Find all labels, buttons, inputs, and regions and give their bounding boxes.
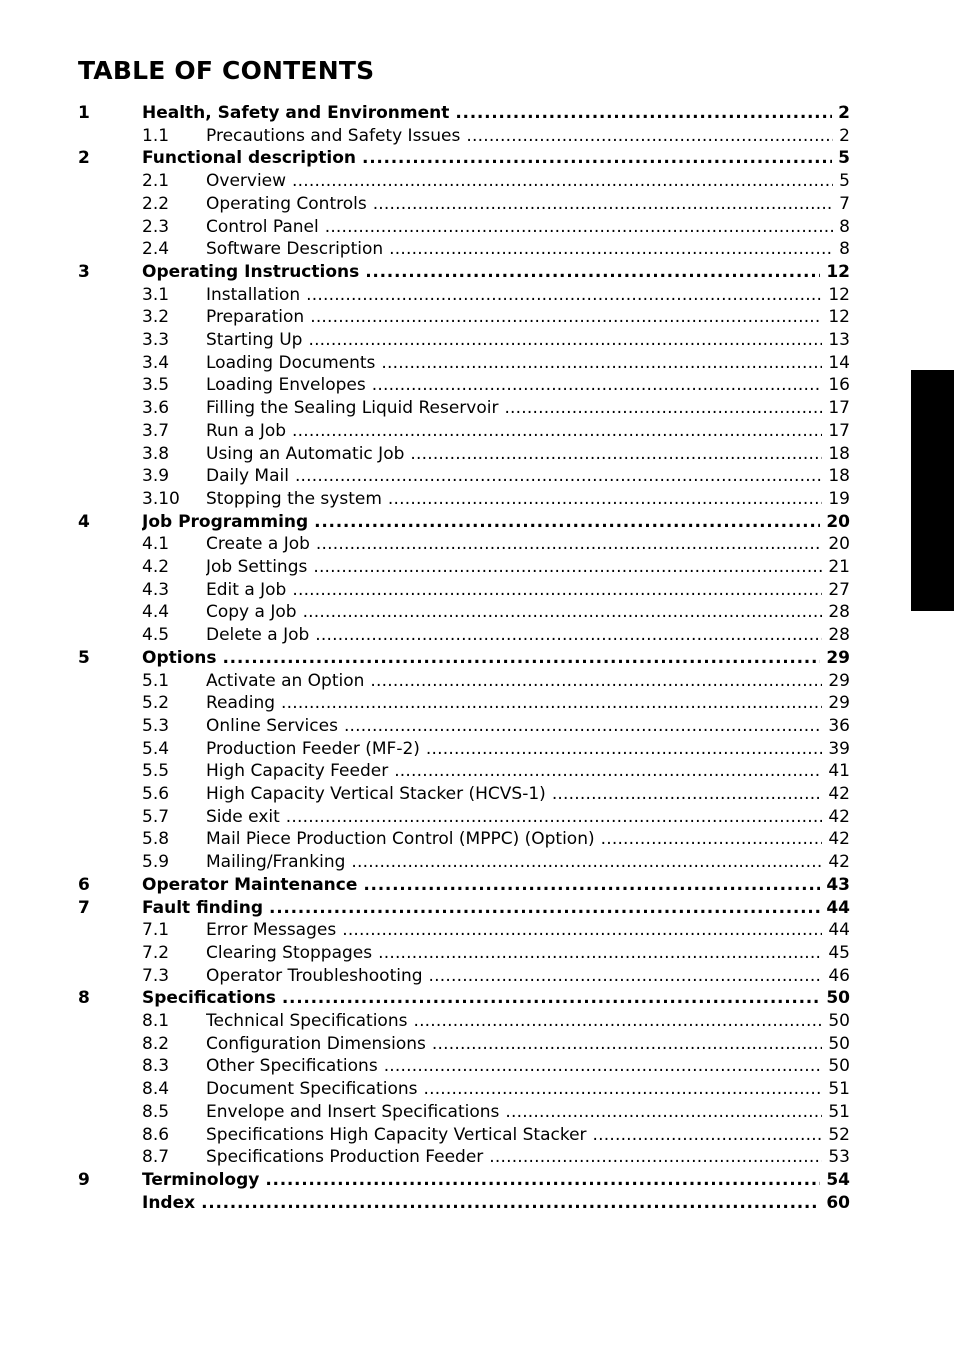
toc-entry-line bbox=[206, 919, 850, 941]
toc-dot-leader bbox=[505, 1101, 822, 1123]
toc-section-entry[interactable] bbox=[78, 828, 850, 850]
toc-entry-line bbox=[206, 579, 850, 601]
toc-dot-leader bbox=[388, 488, 822, 510]
toc-dot-leader bbox=[593, 1124, 823, 1146]
toc-dot-leader bbox=[295, 465, 822, 487]
toc-section-entry[interactable] bbox=[78, 1078, 850, 1100]
toc-entry-number: 7.2 bbox=[142, 942, 170, 963]
toc-entry-title: Filling the Sealing Liquid Reservoir bbox=[206, 398, 499, 419]
toc-entry-line bbox=[206, 783, 850, 805]
toc-entry-page: 12 bbox=[826, 261, 850, 282]
toc-entry-title: High Capacity Feeder bbox=[206, 761, 389, 782]
toc-chapter-entry[interactable] bbox=[78, 647, 850, 669]
toc-entry-line bbox=[206, 692, 850, 714]
toc-entry-number: 2 bbox=[78, 148, 90, 169]
toc-entry-line bbox=[142, 1192, 850, 1214]
toc-section-entry[interactable] bbox=[78, 670, 850, 692]
toc-chapter-entry[interactable] bbox=[78, 511, 850, 533]
toc-entry-number: 3.9 bbox=[142, 466, 170, 487]
toc-entry-page: 14 bbox=[828, 352, 850, 373]
toc-entry-number: 1 bbox=[78, 103, 90, 123]
toc-entry-title: Operator Maintenance bbox=[142, 874, 358, 895]
toc-dot-leader bbox=[423, 1078, 822, 1100]
toc-dot-leader bbox=[601, 828, 823, 850]
toc-entry-title: Fault finding bbox=[142, 897, 264, 918]
toc-chapter-entry[interactable] bbox=[78, 1169, 850, 1191]
toc-entry-line bbox=[206, 1146, 850, 1168]
toc-entry-number: 8.3 bbox=[142, 1056, 170, 1077]
toc-chapter-entry[interactable] bbox=[78, 1192, 850, 1214]
toc-chapter-entry[interactable] bbox=[78, 102, 850, 124]
toc-entry-title: Installation bbox=[206, 284, 301, 305]
toc-section-entry[interactable] bbox=[78, 420, 850, 442]
toc-entry-page: 5 bbox=[838, 148, 850, 169]
toc-entry-number: 7.3 bbox=[142, 965, 170, 986]
toc-section-entry[interactable] bbox=[78, 783, 850, 805]
toc-entry-page: 51 bbox=[828, 1101, 850, 1122]
toc-entry-title: Operator Troubleshooting bbox=[206, 965, 423, 986]
toc-section-entry[interactable] bbox=[78, 579, 850, 601]
toc-dot-leader bbox=[413, 1010, 822, 1032]
toc-dot-leader bbox=[281, 692, 822, 714]
toc-entry-number: 3.10 bbox=[142, 488, 180, 509]
toc-entry-number: 5.1 bbox=[142, 670, 170, 691]
toc-chapter-entry[interactable] bbox=[78, 897, 850, 919]
toc-entry-page: 44 bbox=[828, 920, 850, 941]
toc-dot-leader bbox=[344, 715, 822, 737]
toc-entry-line bbox=[206, 238, 850, 260]
toc-entry-line bbox=[206, 329, 850, 351]
toc-entry-line bbox=[206, 828, 850, 850]
toc-entry-page: 44 bbox=[826, 897, 850, 918]
toc-entry-number: 8.7 bbox=[142, 1147, 170, 1168]
toc-entry-number: 5.2 bbox=[142, 693, 170, 714]
toc-entry-number: 4.3 bbox=[142, 579, 170, 600]
toc-entry-number: 5.9 bbox=[142, 852, 170, 873]
toc-entry-line bbox=[206, 1055, 850, 1077]
toc-entry-title: Document Specifications bbox=[206, 1079, 418, 1100]
toc-dot-leader bbox=[310, 306, 822, 328]
toc-section-entry[interactable] bbox=[78, 238, 850, 260]
toc-entry-number: 8.5 bbox=[142, 1101, 170, 1122]
toc-entry-page: 19 bbox=[828, 488, 850, 509]
toc-dot-leader bbox=[489, 1146, 822, 1168]
toc-entry-number: 3.7 bbox=[142, 420, 170, 441]
toc-dot-leader bbox=[372, 374, 823, 396]
toc-entry-title: Copy a Job bbox=[206, 602, 297, 623]
toc-dot-leader bbox=[504, 397, 822, 419]
toc-entry-title: Specifications bbox=[142, 988, 276, 1009]
toc-dot-leader bbox=[362, 147, 832, 169]
toc-dot-leader bbox=[282, 987, 820, 1009]
toc-section-entry[interactable] bbox=[78, 216, 850, 238]
toc-entry-line bbox=[142, 147, 850, 169]
toc-dot-leader bbox=[342, 919, 822, 941]
toc-entry-page: 42 bbox=[828, 806, 850, 827]
toc-entry-number: 4.5 bbox=[142, 625, 170, 646]
toc-entry-title: Health, Safety and Environment bbox=[142, 103, 450, 123]
toc-entry-line bbox=[142, 102, 850, 124]
toc-section-entry[interactable] bbox=[78, 125, 850, 147]
toc-entry-line bbox=[206, 556, 850, 578]
toc-entry-number: 2.1 bbox=[142, 171, 170, 192]
toc-dot-leader bbox=[306, 284, 822, 306]
toc-entry-page: 21 bbox=[828, 557, 850, 577]
toc-entry-number: 3.8 bbox=[142, 443, 170, 464]
toc-chapter-entry[interactable] bbox=[78, 261, 850, 283]
toc-entry-number: 5.6 bbox=[142, 784, 170, 804]
toc-entry-line bbox=[206, 738, 850, 760]
toc-dot-leader bbox=[363, 874, 820, 896]
toc-section-entry[interactable] bbox=[78, 1124, 850, 1146]
toc-section-entry[interactable] bbox=[78, 488, 850, 510]
toc-entry-line bbox=[206, 284, 850, 306]
toc-entry-page: 50 bbox=[828, 1056, 850, 1077]
toc-entry-line bbox=[206, 216, 850, 238]
toc-section-entry[interactable] bbox=[78, 465, 850, 487]
toc-section-entry[interactable] bbox=[78, 715, 850, 737]
toc-entry-line bbox=[206, 760, 850, 782]
toc-entry-page: 5 bbox=[839, 171, 850, 192]
toc-entry-title: Online Services bbox=[206, 715, 338, 736]
toc-entry-page: 12 bbox=[828, 307, 850, 328]
toc-entry-page: 53 bbox=[828, 1147, 850, 1168]
toc-entry-title: Mailing/Franking bbox=[206, 852, 346, 873]
toc-entry-page: 36 bbox=[828, 715, 850, 736]
toc-entry-title: Clearing Stoppages bbox=[206, 942, 373, 963]
toc-entry-line bbox=[142, 647, 850, 669]
toc-dot-leader bbox=[552, 783, 823, 805]
toc-entry-page: 42 bbox=[828, 829, 850, 850]
toc-entry-line bbox=[206, 443, 850, 465]
toc-entry-page: 17 bbox=[828, 398, 850, 419]
toc-dot-leader bbox=[410, 443, 822, 465]
toc-entry-number: 4.2 bbox=[142, 557, 170, 577]
section-tab-marker bbox=[911, 370, 954, 611]
toc-entry-line bbox=[206, 1010, 850, 1032]
toc-entry-page: 51 bbox=[828, 1079, 850, 1100]
toc-entry-page: 50 bbox=[828, 1011, 850, 1031]
toc-entry-number: 3 bbox=[78, 261, 90, 282]
toc-entry-title: Operating Controls bbox=[206, 193, 367, 214]
toc-entry-page: 7 bbox=[839, 193, 850, 214]
toc-entry-page: 39 bbox=[828, 738, 850, 759]
toc-entry-number: 3.2 bbox=[142, 307, 170, 328]
toc-entry-line bbox=[206, 170, 850, 192]
toc-entry-title: Terminology bbox=[142, 1169, 260, 1190]
toc-entry-title: Delete a Job bbox=[206, 625, 310, 646]
toc-entry-title: Starting Up bbox=[206, 330, 303, 350]
toc-dot-leader bbox=[222, 647, 820, 669]
toc-entry-page: 29 bbox=[828, 693, 850, 714]
toc-chapter-entry[interactable] bbox=[78, 874, 850, 896]
toc-dot-leader bbox=[308, 329, 822, 351]
toc-section-entry[interactable] bbox=[78, 738, 850, 760]
toc-entry-line bbox=[142, 897, 850, 919]
toc-entry-page: 2 bbox=[839, 125, 850, 146]
toc-entry-title: Specifications Production Feeder bbox=[206, 1147, 484, 1168]
toc-entry-line bbox=[206, 942, 850, 964]
toc-entry-title: Control Panel bbox=[206, 216, 319, 237]
toc-entry-title: Functional description bbox=[142, 148, 357, 169]
toc-entry-page: 2 bbox=[838, 103, 850, 123]
toc-dot-leader bbox=[292, 170, 833, 192]
toc-entry-page: 28 bbox=[828, 602, 850, 623]
toc-entry-line bbox=[142, 511, 850, 533]
toc-entry-title: Activate an Option bbox=[206, 670, 365, 691]
toc-dot-leader bbox=[370, 670, 822, 692]
toc-entry-number: 7 bbox=[78, 897, 90, 918]
toc-entry-line bbox=[206, 806, 850, 828]
toc-entry-number: 9 bbox=[78, 1169, 90, 1190]
toc-entry-number: 2.2 bbox=[142, 193, 170, 214]
toc-entry-line bbox=[206, 1101, 850, 1123]
toc-dot-leader bbox=[389, 238, 833, 260]
toc-section-entry[interactable] bbox=[78, 170, 850, 192]
toc-section-entry[interactable] bbox=[78, 851, 850, 873]
toc-section-entry[interactable] bbox=[78, 1146, 850, 1168]
toc-entry-title: Side exit bbox=[206, 806, 280, 827]
toc-section-entry[interactable] bbox=[78, 284, 850, 306]
toc-entry-line bbox=[206, 624, 850, 646]
toc-entry-title: Job Programming bbox=[142, 511, 309, 532]
toc-entry-page: 8 bbox=[839, 239, 850, 260]
toc-entry-number: 5.7 bbox=[142, 806, 170, 827]
toc-section-entry[interactable] bbox=[78, 692, 850, 714]
toc-dot-leader bbox=[426, 738, 822, 760]
toc-section-entry[interactable] bbox=[78, 329, 850, 351]
toc-entry-page: 20 bbox=[826, 511, 850, 532]
toc-entry-number: 4.1 bbox=[142, 534, 170, 555]
toc-dot-leader bbox=[394, 760, 822, 782]
toc-entry-line bbox=[142, 1169, 850, 1191]
toc-entry-line bbox=[206, 193, 850, 215]
toc-entry-page: 43 bbox=[826, 874, 850, 895]
toc-dot-leader bbox=[351, 851, 822, 873]
toc-dot-leader bbox=[315, 624, 822, 646]
toc-entry-number: 8 bbox=[78, 988, 90, 1009]
toc-section-entry[interactable] bbox=[78, 624, 850, 646]
toc-entry-page: 29 bbox=[826, 647, 850, 668]
toc-dot-leader bbox=[378, 942, 822, 964]
toc-entry-title: Mail Piece Production Control (MPPC) (Option) bbox=[206, 829, 595, 850]
toc-entry-page: 42 bbox=[828, 852, 850, 873]
toc-entry-line bbox=[142, 874, 850, 896]
toc-entry-number: 2.3 bbox=[142, 216, 170, 237]
toc-dot-leader bbox=[313, 556, 822, 578]
toc-entry-line bbox=[142, 987, 850, 1009]
toc-dot-leader bbox=[381, 352, 822, 374]
toc-section-entry[interactable] bbox=[78, 942, 850, 964]
toc-entry-title: Envelope and Insert Specifications bbox=[206, 1101, 500, 1122]
toc-dot-leader bbox=[269, 897, 820, 919]
toc-entry-number: 3.1 bbox=[142, 284, 170, 305]
toc-dot-leader bbox=[316, 533, 822, 555]
toc-section-entry[interactable] bbox=[78, 352, 850, 374]
toc-section-entry[interactable] bbox=[78, 1033, 850, 1055]
toc-dot-leader bbox=[429, 965, 823, 987]
toc-entry-page: 13 bbox=[828, 330, 850, 350]
toc-section-entry[interactable] bbox=[78, 965, 850, 987]
toc-section-entry[interactable] bbox=[78, 1010, 850, 1032]
toc-entry-title: Production Feeder (MF-2) bbox=[206, 738, 420, 759]
toc-entry-page: 60 bbox=[826, 1192, 850, 1213]
toc-entry-line bbox=[206, 306, 850, 328]
toc-entry-number: 3.5 bbox=[142, 375, 170, 396]
toc-entry-title: Reading bbox=[206, 693, 276, 714]
toc-entry-line bbox=[206, 420, 850, 442]
toc-entry-title: Specifications High Capacity Vertical Stacker bbox=[206, 1124, 587, 1145]
toc-section-entry[interactable] bbox=[78, 1055, 850, 1077]
toc-entry-number: 4 bbox=[78, 511, 90, 532]
toc-entry-number: 4.4 bbox=[142, 602, 170, 623]
toc-entry-number: 5.5 bbox=[142, 761, 170, 782]
toc-entry-page: 20 bbox=[828, 534, 850, 555]
toc-section-entry[interactable] bbox=[78, 1101, 850, 1123]
toc-section-entry[interactable] bbox=[78, 193, 850, 215]
toc-dot-leader bbox=[265, 1169, 820, 1191]
toc-dot-leader bbox=[325, 216, 833, 238]
toc-entry-title: Using an Automatic Job bbox=[206, 443, 405, 464]
toc-entry-page: 46 bbox=[828, 965, 850, 986]
toc-entry-title: Job Settings bbox=[206, 557, 308, 577]
toc-entry-line bbox=[206, 715, 850, 737]
toc-entry-page: 50 bbox=[828, 1033, 850, 1054]
toc-entry-page: 28 bbox=[828, 625, 850, 646]
toc-entry-line bbox=[206, 1033, 850, 1055]
toc-entry-line bbox=[206, 465, 850, 487]
toc-entry-line bbox=[206, 374, 850, 396]
toc-section-entry[interactable] bbox=[78, 919, 850, 941]
toc-entry-page: 17 bbox=[828, 420, 850, 441]
toc-chapter-entry[interactable] bbox=[78, 987, 850, 1009]
toc-entry-title: Precautions and Safety Issues bbox=[206, 125, 461, 146]
toc-entry-line bbox=[206, 1078, 850, 1100]
toc-entry-number: 7.1 bbox=[142, 920, 170, 941]
toc-dot-leader bbox=[466, 125, 833, 147]
toc-section-entry[interactable] bbox=[78, 601, 850, 623]
toc-entry-page: 41 bbox=[828, 761, 850, 782]
toc-entry-line bbox=[206, 851, 850, 873]
toc-entry-title: High Capacity Vertical Stacker (HCVS-1) bbox=[206, 784, 546, 804]
toc-entry-line bbox=[206, 125, 850, 147]
toc-entry-number: 8.2 bbox=[142, 1033, 170, 1054]
toc-dot-leader bbox=[292, 420, 822, 442]
toc-dot-leader bbox=[365, 261, 820, 283]
toc-entry-page: 45 bbox=[828, 942, 850, 963]
toc-entry-number: 3.3 bbox=[142, 330, 170, 350]
toc-entry-number: 5.3 bbox=[142, 715, 170, 736]
toc-section-entry[interactable] bbox=[78, 374, 850, 396]
toc-entry-title: Create a Job bbox=[206, 534, 310, 555]
toc-entry-line bbox=[206, 352, 850, 374]
toc-entry-number: 3.4 bbox=[142, 352, 170, 373]
toc-entry-line bbox=[206, 965, 850, 987]
toc-entry-number: 8.6 bbox=[142, 1124, 170, 1145]
toc-entry-title: Software Description bbox=[206, 239, 384, 260]
toc-entry-title: Index bbox=[142, 1192, 196, 1213]
toc-entry-title: Options bbox=[142, 647, 217, 668]
toc-chapter-entry[interactable] bbox=[78, 147, 850, 169]
toc-entry-number: 5.4 bbox=[142, 738, 170, 759]
toc-entry-line bbox=[206, 601, 850, 623]
page-title: TABLE OF CONTENTS bbox=[78, 56, 375, 85]
toc-entry-title: Configuration Dimensions bbox=[206, 1033, 426, 1054]
toc-dot-leader bbox=[286, 806, 823, 828]
toc-dot-leader bbox=[303, 601, 823, 623]
toc-section-entry[interactable] bbox=[78, 556, 850, 578]
toc-entry-title: Preparation bbox=[206, 307, 305, 328]
toc-section-entry[interactable] bbox=[78, 760, 850, 782]
toc-entry-line bbox=[206, 1124, 850, 1146]
toc-entry-title: Operating Instructions bbox=[142, 261, 360, 282]
toc-entry-title: Edit a Job bbox=[206, 579, 287, 600]
toc-section-entry[interactable] bbox=[78, 397, 850, 419]
toc-entry-number: 8.1 bbox=[142, 1011, 170, 1031]
toc-entry-page: 54 bbox=[826, 1169, 850, 1190]
toc-dot-leader bbox=[292, 579, 822, 601]
toc-entry-page: 16 bbox=[828, 375, 850, 396]
toc-entry-page: 8 bbox=[839, 216, 850, 237]
toc-entry-title: Stopping the system bbox=[206, 488, 382, 509]
toc-dot-leader bbox=[314, 511, 820, 533]
toc-entry-page: 18 bbox=[828, 466, 850, 487]
toc-dot-leader bbox=[432, 1033, 822, 1055]
toc-section-entry[interactable] bbox=[78, 443, 850, 465]
toc-section-entry[interactable] bbox=[78, 306, 850, 328]
toc-entry-number: 2.4 bbox=[142, 239, 170, 260]
toc-entry-title: Run a Job bbox=[206, 420, 287, 441]
toc-entry-title: Error Messages bbox=[206, 920, 337, 941]
toc-entry-number: 3.6 bbox=[142, 398, 170, 419]
toc-entry-page: 50 bbox=[826, 988, 850, 1009]
toc-entry-title: Technical Specifications bbox=[206, 1011, 408, 1031]
toc-entry-title: Other Specifications bbox=[206, 1056, 378, 1077]
toc-entry-line bbox=[206, 488, 850, 510]
toc-entry-title: Loading Documents bbox=[206, 352, 376, 373]
toc-entry-line bbox=[206, 533, 850, 555]
toc-section-entry[interactable] bbox=[78, 533, 850, 555]
toc-dot-leader bbox=[373, 193, 833, 215]
toc-entry-title: Loading Envelopes bbox=[206, 375, 366, 396]
toc-dot-leader bbox=[455, 102, 832, 124]
toc-entry-page: 27 bbox=[828, 579, 850, 600]
toc-entry-page: 29 bbox=[828, 670, 850, 691]
toc-entry-title: Overview bbox=[206, 171, 287, 192]
toc-entry-number: 5 bbox=[78, 647, 90, 668]
toc-entry-page: 18 bbox=[828, 443, 850, 464]
toc-entry-number: 8.4 bbox=[142, 1079, 170, 1100]
toc-entry-number: 1.1 bbox=[142, 125, 170, 146]
toc-dot-leader bbox=[201, 1192, 820, 1214]
toc-entry-line bbox=[206, 670, 850, 692]
toc-entry-number: 5.8 bbox=[142, 829, 170, 850]
toc-section-entry[interactable] bbox=[78, 806, 850, 828]
toc-entry-page: 42 bbox=[828, 784, 850, 804]
toc-entry-line bbox=[142, 261, 850, 283]
toc-entry-page: 12 bbox=[828, 284, 850, 305]
toc-entry-number: 6 bbox=[78, 874, 90, 895]
toc-dot-leader bbox=[384, 1055, 823, 1077]
toc-entry-page: 52 bbox=[828, 1124, 850, 1145]
toc-entry-title: Daily Mail bbox=[206, 466, 289, 487]
toc-entry-line bbox=[206, 397, 850, 419]
